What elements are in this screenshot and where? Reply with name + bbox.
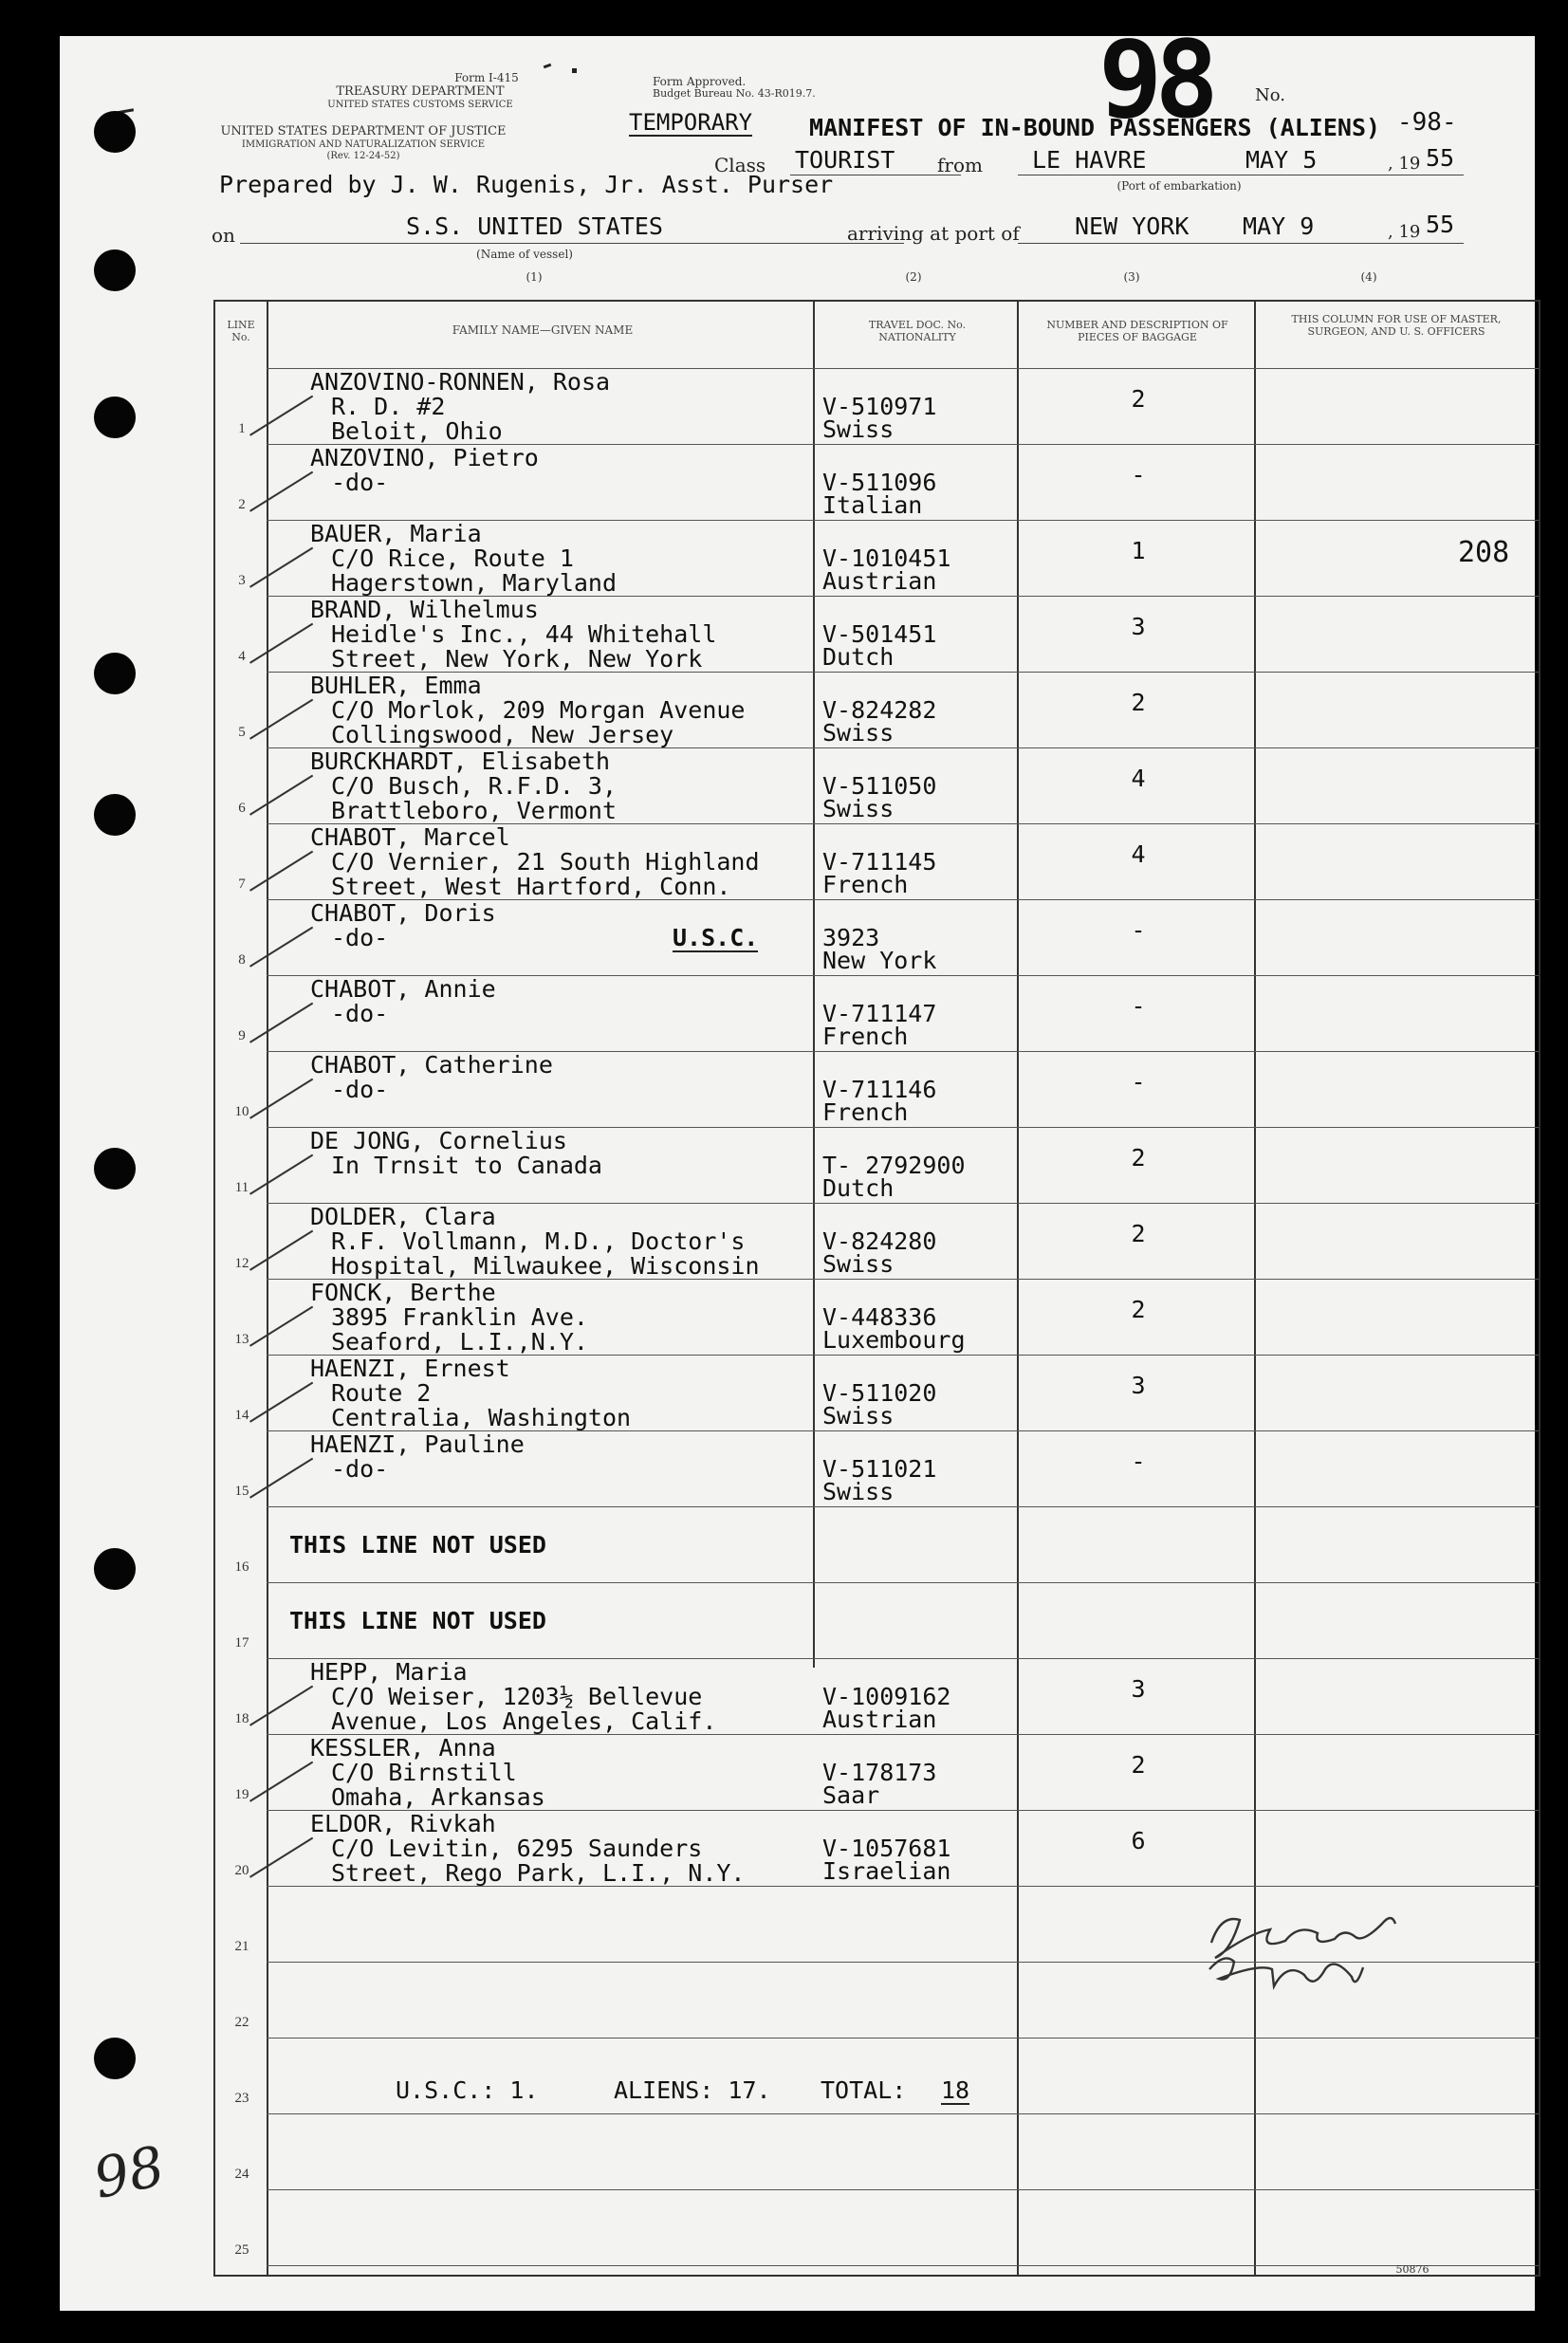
arrival-year-prefix: , 19 <box>1388 222 1421 242</box>
table-row <box>215 1660 1539 1736</box>
line-number: 16 <box>234 1559 249 1575</box>
passenger-name: ANZOVINO-RONNEN, Rosa <box>310 368 611 396</box>
line-number: 19 <box>234 1787 249 1802</box>
budget-bureau: Budget Bureau No. 43-R019.7. <box>653 87 816 100</box>
baggage-count: 6 <box>1131 1827 1146 1854</box>
table-row <box>215 522 1539 598</box>
punch-hole <box>94 1148 136 1190</box>
travel-doc-number: V-1057681 <box>822 1835 951 1862</box>
address-line-2: Hagerstown, Maryland <box>331 569 618 597</box>
table-row <box>215 598 1539 673</box>
address-line-1: C/O Rice, Route 1 <box>331 544 574 572</box>
check-mark <box>249 1003 313 1043</box>
customs-service: UNITED STATES CUSTOMS SERVICE <box>327 100 513 110</box>
passenger-name: HAENZI, Pauline <box>310 1430 525 1458</box>
manifest-table <box>213 300 1540 2277</box>
address-line-1: R.F. Vollmann, M.D., Doctor's <box>331 1227 746 1255</box>
nationality: Austrian <box>822 1706 937 1733</box>
travel-doc-number: V-711145 <box>822 848 937 876</box>
check-mark <box>249 1306 313 1347</box>
line-number: 21 <box>234 1939 249 1954</box>
baggage-count: 2 <box>1131 385 1146 413</box>
line-number: 20 <box>234 1863 249 1878</box>
embark-year: 55 <box>1426 144 1455 172</box>
baggage-count: 2 <box>1131 1220 1146 1247</box>
address-line-1: -do- <box>331 1076 389 1103</box>
check-mark <box>249 1079 313 1119</box>
punch-hole <box>94 1548 136 1590</box>
address-line-1: C/O Vernier, 21 South Highland <box>331 848 760 876</box>
passenger-name: DE JONG, Cornelius <box>310 1127 567 1154</box>
line-number: 22 <box>234 2015 249 2030</box>
address-line-1: -do- <box>331 1000 389 1027</box>
passenger-name: FONCK, Berthe <box>310 1279 496 1306</box>
nationality: Israelian <box>822 1857 951 1885</box>
vessel-name: S.S. UNITED STATES <box>406 212 663 240</box>
passenger-name: BRAND, Wilhelmus <box>310 596 539 623</box>
big-page-stamp: 98 <box>1098 19 1211 142</box>
table-row <box>215 1281 1539 1356</box>
table-row <box>215 446 1539 522</box>
table-row <box>215 1508 1539 1584</box>
address-line-2: Centralia, Washington <box>331 1404 632 1431</box>
check-mark <box>249 1686 313 1726</box>
passenger-name: CHABOT, Catherine <box>310 1051 553 1079</box>
check-mark <box>249 927 313 968</box>
travel-doc-number: V-511020 <box>822 1379 937 1407</box>
tick-mark <box>572 68 577 73</box>
travel-doc-number: V-511021 <box>822 1455 937 1483</box>
punch-hole <box>94 794 136 836</box>
check-mark <box>249 775 313 816</box>
col-num-4: (4) <box>1360 270 1377 284</box>
passenger-name: CHABOT, Marcel <box>310 823 510 851</box>
usc-marker: U.S.C. <box>673 924 759 951</box>
table-row <box>215 2115 1539 2191</box>
table-row <box>215 370 1539 446</box>
manifest-sheet <box>60 19 1535 2311</box>
check-mark <box>249 623 313 664</box>
prepared-by: Prepared by J. W. Rugenis, Jr. Asst. Purser <box>219 171 834 198</box>
travel-doc-number: V-501451 <box>822 620 937 648</box>
line-not-used-note: THIS LINE NOT USED <box>289 1531 546 1559</box>
passenger-name: HEPP, Maria <box>310 1658 468 1686</box>
nationality: Luxembourg <box>822 1326 966 1354</box>
baggage-count: 2 <box>1131 689 1146 716</box>
table-row <box>215 1129 1539 1205</box>
summary-usc: U.S.C.: 1. <box>396 2076 539 2104</box>
treasury-dept: TREASURY DEPARTMENT <box>336 84 505 99</box>
baggage-count: 2 <box>1131 1751 1146 1779</box>
address-line-1: C/O Birnstill <box>331 1759 517 1786</box>
table-row <box>215 1053 1539 1129</box>
nationality: Swiss <box>822 719 895 747</box>
table-row <box>215 1736 1539 1812</box>
check-mark <box>249 1230 313 1271</box>
passenger-name: BUHLER, Emma <box>310 672 482 699</box>
summary-total-label: TOTAL: <box>821 2076 907 2104</box>
line-number: 18 <box>234 1711 249 1726</box>
punch-hole <box>94 653 136 694</box>
baggage-count: - <box>1131 992 1146 1020</box>
address-line-1: In Trnsit to Canada <box>331 1152 602 1179</box>
nationality: French <box>822 1023 909 1050</box>
line-number: 8 <box>238 952 246 968</box>
header-line-no: LINE No. <box>227 319 255 343</box>
line-number: 6 <box>238 801 246 816</box>
passenger-name: ELDOR, Rivkah <box>310 1810 496 1837</box>
port-of-embarkation: LE HAVRE <box>1032 146 1147 174</box>
table-row <box>215 977 1539 1053</box>
line-not-used-note: THIS LINE NOT USED <box>289 1607 546 1634</box>
check-mark <box>249 471 313 512</box>
check-mark <box>249 699 313 740</box>
baggage-count: 3 <box>1131 1675 1146 1703</box>
passenger-name: DOLDER, Clara <box>310 1203 496 1230</box>
address-line-1: Heidle's Inc., 44 Whitehall <box>331 620 717 648</box>
vessel-caption: (Name of vessel) <box>476 248 573 261</box>
nationality: Swiss <box>822 1250 895 1278</box>
line-number: 2 <box>238 497 246 512</box>
arrival-port: NEW YORK <box>1075 212 1190 240</box>
punch-hole <box>94 111 136 153</box>
port-embark-caption: (Port of embarkation) <box>1116 179 1242 193</box>
nationality: Dutch <box>822 643 895 671</box>
address-line-2: Omaha, Arkansas <box>331 1783 545 1811</box>
travel-doc-number: V-711146 <box>822 1076 937 1103</box>
address-line-1: C/O Busch, R.F.D. 3, <box>331 772 618 800</box>
check-mark <box>249 547 313 588</box>
check-mark <box>249 1762 313 1802</box>
embark-year-prefix: , 19 <box>1388 154 1421 174</box>
on-label: on <box>212 224 235 247</box>
nationality: French <box>822 871 909 898</box>
table-row <box>215 1432 1539 1508</box>
address-line-1: R. D. #2 <box>331 393 446 420</box>
col-num-3: (3) <box>1123 270 1140 284</box>
address-line-2: Hospital, Milwaukee, Wisconsin <box>331 1252 760 1280</box>
address-line-1: -do- <box>331 924 389 951</box>
address-line-2: Collingswood, New Jersey <box>331 721 674 748</box>
travel-doc-number: V-511096 <box>822 469 937 496</box>
nationality: Austrian <box>822 567 937 595</box>
arriving-label: arriving at port of <box>847 222 1020 245</box>
summary-aliens: ALIENS: 17. <box>614 2076 771 2104</box>
line-number: 5 <box>238 725 246 740</box>
check-mark <box>249 1154 313 1195</box>
baggage-count: 3 <box>1131 1372 1146 1399</box>
table-row <box>215 2191 1539 2267</box>
nationality: Dutch <box>822 1174 895 1202</box>
line-number: 4 <box>238 649 246 664</box>
form-code: 50876 <box>1395 2263 1430 2276</box>
baggage-count: 2 <box>1131 1144 1146 1172</box>
margin-handwritten-number: 98 <box>87 2133 171 2211</box>
summary-total-value: 18 <box>941 2076 970 2104</box>
passenger-name: BURCKHARDT, Elisabeth <box>310 747 611 775</box>
table-row <box>215 673 1539 749</box>
check-mark <box>249 1458 313 1499</box>
list-number: -98- <box>1397 108 1457 137</box>
manifest-title: MANIFEST OF IN-BOUND PASSENGERS (ALIENS) <box>809 114 1381 141</box>
nationality: Swiss <box>822 795 895 822</box>
check-mark <box>249 396 313 436</box>
line-number: 9 <box>238 1028 246 1043</box>
punch-hole <box>94 249 136 291</box>
form-id: Form I-415 <box>454 71 519 84</box>
line-number: 23 <box>234 2091 249 2106</box>
line-number: 11 <box>234 1180 249 1195</box>
table-row <box>215 901 1539 977</box>
baggage-count: - <box>1131 1068 1146 1096</box>
baggage-count: 4 <box>1131 840 1146 868</box>
form-approved: Form Approved. <box>653 75 747 88</box>
nationality: Swiss <box>822 415 895 443</box>
travel-doc-number: V-448336 <box>822 1303 937 1331</box>
header-officers: THIS COLUMN FOR USE OF MASTER, SURGEON, AND U. S. OFFICERS <box>1291 313 1502 338</box>
address-line-1: C/O Weiser, 1203½ Bellevue <box>331 1683 703 1710</box>
address-line-2: Street, New York, New York <box>331 645 703 673</box>
baggage-count: 4 <box>1131 765 1146 792</box>
nationality: Saar <box>822 1781 880 1809</box>
line-number: 24 <box>234 2167 249 2182</box>
passenger-name: ANZOVINO, Pietro <box>310 444 539 471</box>
nationality: Italian <box>822 491 923 519</box>
address-line-2: Seaford, L.I.,N.Y. <box>331 1328 588 1356</box>
address-line-2: Street, Rego Park, L.I., N.Y. <box>331 1859 746 1887</box>
travel-doc-number: V-711147 <box>822 1000 937 1027</box>
line-number: 25 <box>234 2242 249 2258</box>
class-label: Class <box>714 154 766 176</box>
punch-hole <box>94 397 136 438</box>
line-number: 14 <box>234 1408 249 1423</box>
check-mark <box>249 851 313 892</box>
table-row <box>215 1584 1539 1660</box>
travel-doc-number: V-824282 <box>822 696 937 724</box>
nationality: Swiss <box>822 1478 895 1505</box>
baggage-count: - <box>1131 1448 1146 1475</box>
baggage-count: - <box>1131 916 1146 944</box>
address-line-2: Street, West Hartford, Conn. <box>331 873 731 900</box>
justice-dept: UNITED STATES DEPARTMENT OF JUSTICE <box>220 124 507 138</box>
nationality: French <box>822 1098 909 1126</box>
line-number: 7 <box>238 876 246 892</box>
line-number: 12 <box>234 1256 249 1271</box>
header-travel-doc: TRAVEL DOC. No. NATIONALITY <box>868 319 967 343</box>
table-row <box>215 1205 1539 1281</box>
col-num-2: (2) <box>905 270 922 284</box>
arrival-year: 55 <box>1426 211 1455 238</box>
officer-note: 208 <box>1458 536 1510 569</box>
table-row <box>215 1812 1539 1888</box>
col-num-1: (1) <box>526 270 543 284</box>
line-number: 3 <box>238 573 246 588</box>
line-number: 17 <box>234 1635 249 1651</box>
check-mark <box>249 1837 313 1878</box>
officer-signature <box>1192 1895 1430 2000</box>
header-baggage: NUMBER AND DESCRIPTION OF PIECES OF BAGGAGE <box>1046 319 1228 343</box>
nationality: New York <box>822 947 937 974</box>
address-line-2: Beloit, Ohio <box>331 417 503 445</box>
baggage-count: - <box>1131 461 1146 489</box>
line-number: 15 <box>234 1484 249 1499</box>
address-line-1: C/O Morlok, 209 Morgan Avenue <box>331 696 746 724</box>
address-line-1: Route 2 <box>331 1379 432 1407</box>
travel-doc-number: V-510971 <box>822 393 937 420</box>
line-number: 10 <box>234 1104 249 1119</box>
passenger-name: BAUER, Maria <box>310 520 482 547</box>
line-number: 1 <box>238 421 246 436</box>
tick-mark <box>544 64 552 69</box>
line-number: 13 <box>234 1332 249 1347</box>
embark-date: MAY 5 <box>1245 146 1318 174</box>
address-line-1: -do- <box>331 469 389 496</box>
address-line-2: Brattleboro, Vermont <box>331 797 618 824</box>
check-mark <box>249 1382 313 1423</box>
passenger-name: CHABOT, Doris <box>310 899 496 927</box>
ins-service: IMMIGRATION AND NATURALIZATION SERVICE <box>241 139 486 150</box>
punch-hole <box>94 2038 136 2079</box>
nationality: Swiss <box>822 1402 895 1430</box>
table-row <box>215 1356 1539 1432</box>
travel-doc-number: T- 2792900 <box>822 1152 966 1179</box>
travel-doc-number: V-1010451 <box>822 544 951 572</box>
travel-doc-number: V-178173 <box>822 1759 937 1786</box>
address-line-1: -do- <box>331 1455 389 1483</box>
address-line-1: 3895 Franklin Ave. <box>331 1303 588 1331</box>
travel-doc-number: V-511050 <box>822 772 937 800</box>
passenger-name: KESSLER, Anna <box>310 1734 496 1762</box>
table-row <box>215 825 1539 901</box>
from-label: from <box>937 154 983 176</box>
baggage-count: 3 <box>1131 613 1146 640</box>
header-name: FAMILY NAME—GIVEN NAME <box>452 323 634 337</box>
revision: (Rev. 12-24-52) <box>326 151 400 161</box>
travel-doc-number: V-824280 <box>822 1227 937 1255</box>
travel-doc-number: 3923 <box>822 924 880 951</box>
baggage-count: 2 <box>1131 1296 1146 1323</box>
list-no-label: No. <box>1255 85 1285 105</box>
baggage-count: 1 <box>1131 537 1146 564</box>
address-line-1: C/O Levitin, 6295 Saunders <box>331 1835 703 1862</box>
temporary-label: TEMPORARY <box>629 109 753 136</box>
passenger-name: CHABOT, Annie <box>310 975 496 1003</box>
table-row <box>215 749 1539 825</box>
travel-doc-number: V-1009162 <box>822 1683 951 1710</box>
address-line-2: Avenue, Los Angeles, Calif. <box>331 1707 717 1735</box>
arrival-date: MAY 9 <box>1243 212 1315 240</box>
class-value: TOURIST <box>795 146 895 174</box>
passenger-name: HAENZI, Ernest <box>310 1355 510 1382</box>
